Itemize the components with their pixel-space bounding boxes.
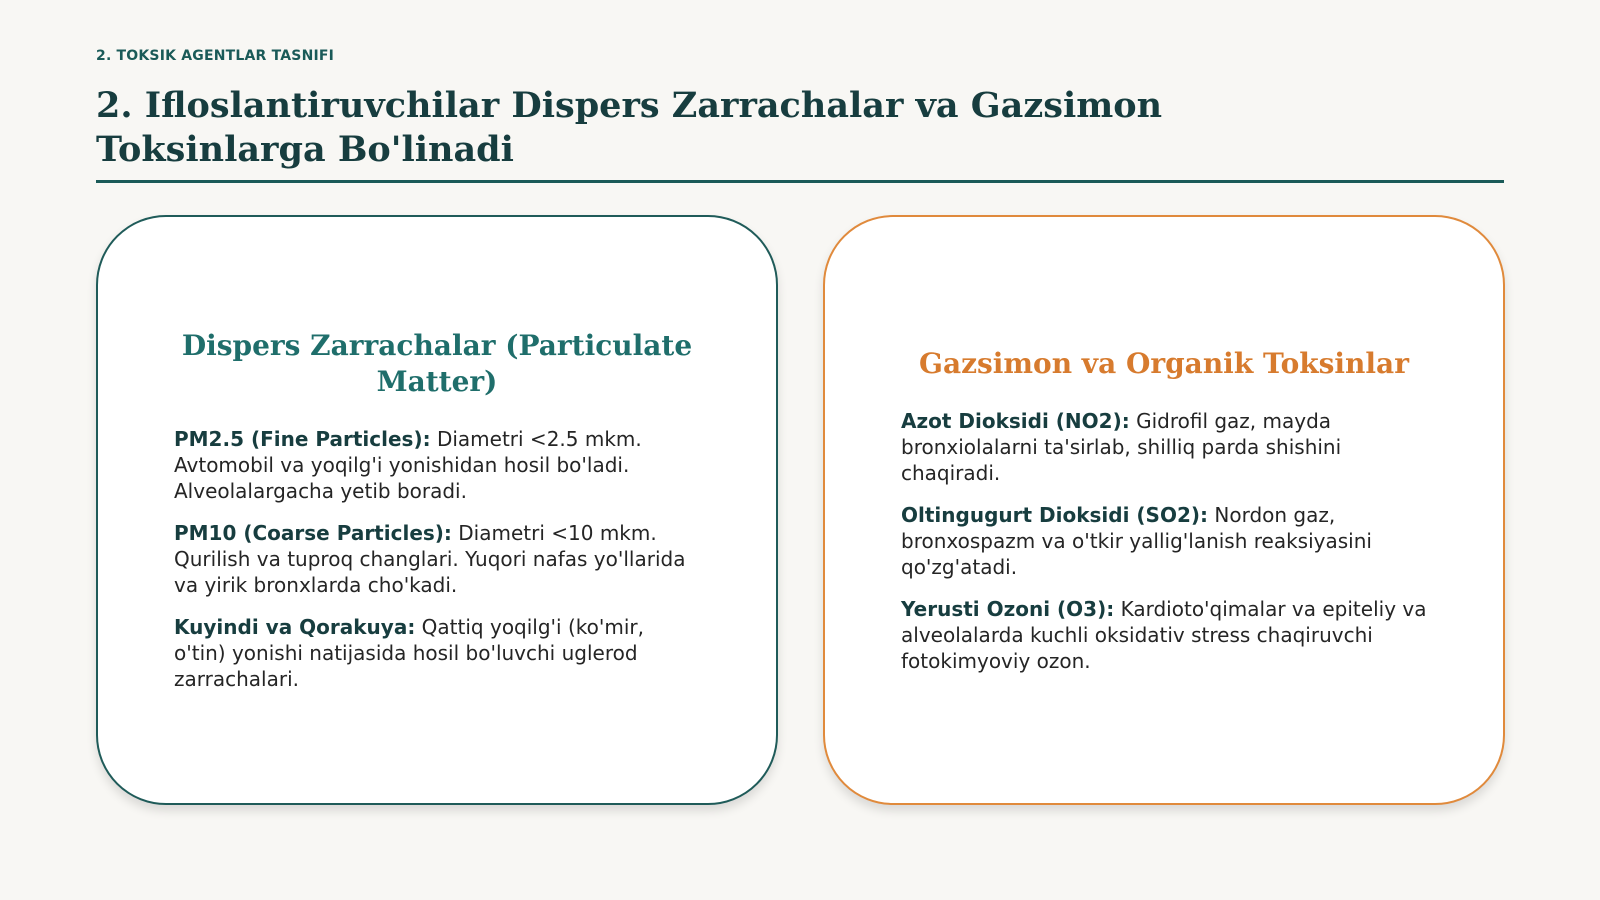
list-item <box>901 502 1427 580</box>
list-item <box>901 596 1427 674</box>
item-text: Gidrofil gaz, mayda bronxiolalarni ta'sirlab, shilliq parda shishini chaqiradi. <box>901 409 1342 485</box>
list-item <box>174 426 700 504</box>
particulate-matter-card <box>96 215 778 805</box>
list-item <box>901 408 1427 486</box>
item-term: PM2.5 (Fine Particles): <box>174 427 431 451</box>
item-text: Diametri <2.5 mkm. Avtomobil va yoqilg'i yonishidan hosil bo'ladi. Alveolalargacha yetib boradi. <box>174 427 642 503</box>
list-item <box>174 614 700 692</box>
card-title: Gazsimon va Organik Toksinlar <box>919 347 1409 380</box>
item-text: Qattiq yoqilg'i (ko'mir, o'tin) yonishi natijasida hosil bo'luvchi uglerod zarrachalari. <box>174 615 644 691</box>
item-term: PM10 (Coarse Particles): <box>174 521 452 545</box>
item-term: Oltingugurt Dioksidi (SO2): <box>901 503 1209 527</box>
item-text: Nordon gaz, bronxospazm va o'tkir yallig'lanish reaksiyasini qo'zg'atadi. <box>901 503 1372 579</box>
card-title: Dispers Zarrachalar (Particulate Matter) <box>181 329 693 398</box>
page-title: 2. Ifloslantiruvchilar Dispers Zarrachalar va Gazsimon Toksinlarga Bo'linadi <box>96 85 1163 170</box>
item-term: Azot Dioksidi (NO2): <box>901 409 1130 433</box>
item-term: Yerusti Ozoni (O3): <box>901 597 1115 621</box>
section-label: 2. TOKSIK AGENTLAR TASNIFI <box>96 48 335 64</box>
item-term: Kuyindi va Qorakuya: <box>174 615 416 639</box>
title-divider <box>96 180 1504 183</box>
gaseous-toxins-card <box>823 215 1505 805</box>
item-text: Diametri <10 mkm. Qurilish va tuproq changlari. Yuqori nafas yo'llarida va yirik bronxlarda cho'kadi. <box>174 521 686 597</box>
list-item <box>174 520 700 598</box>
item-text: Kardioto'qimalar va epiteliy va alveolalarda kuchli oksidativ stress chaqiruvchi fotokimyoviy ozon. <box>901 597 1427 673</box>
